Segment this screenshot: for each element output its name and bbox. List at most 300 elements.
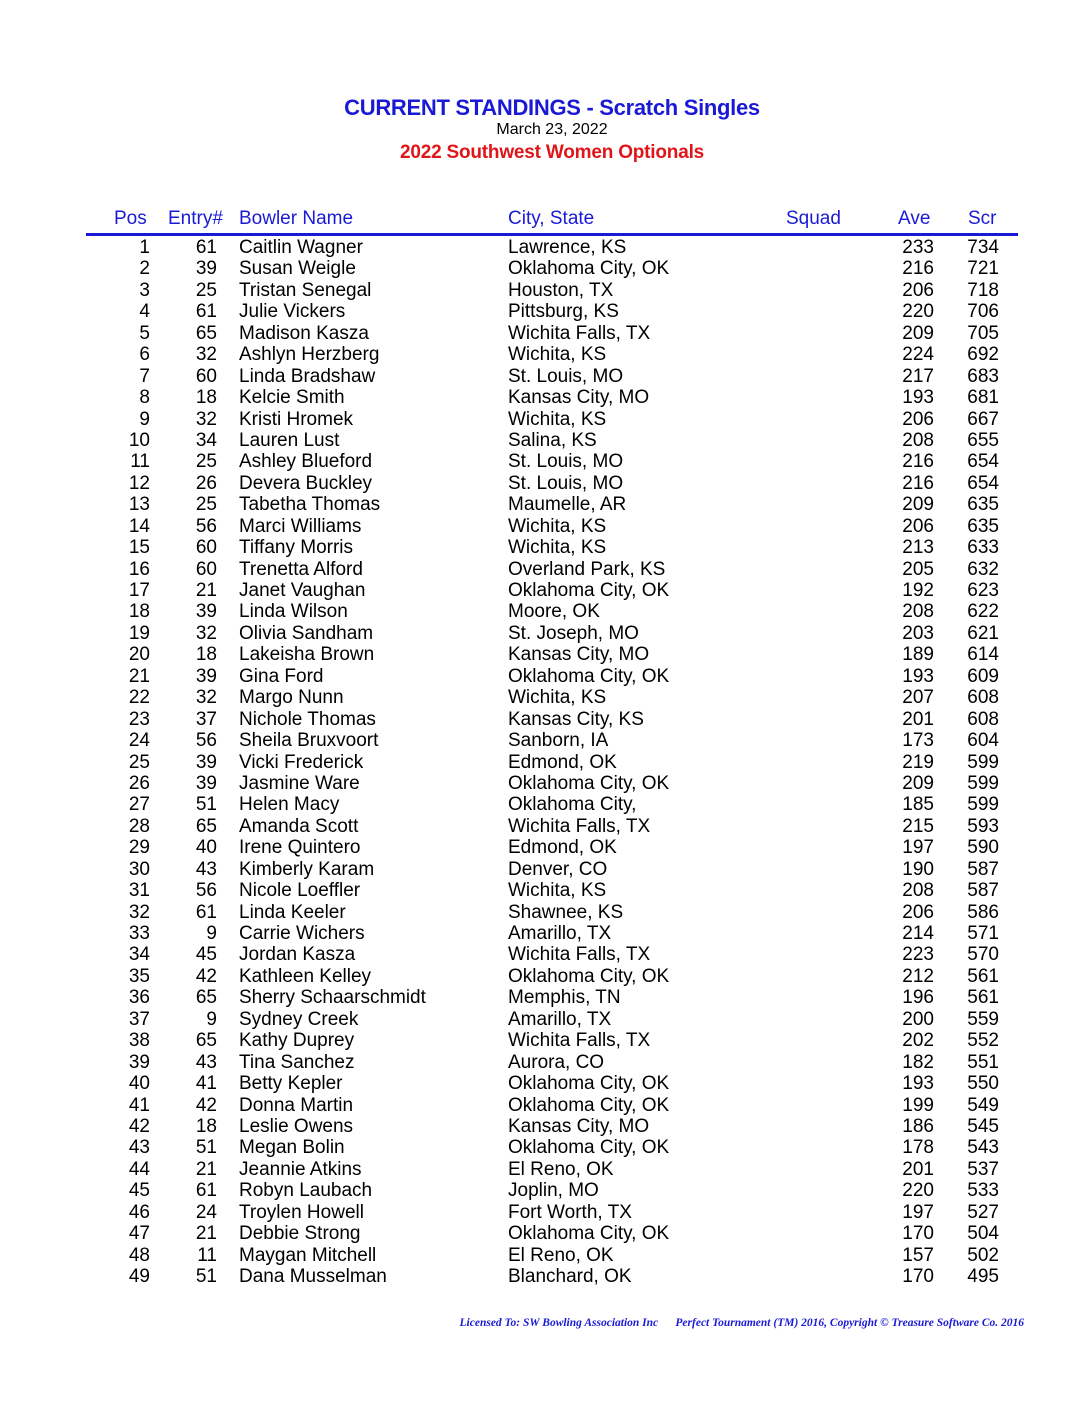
row-position: 7: [139, 365, 150, 387]
row-average: 206: [902, 515, 934, 537]
row-bowler-name: Troylen Howell: [239, 1201, 364, 1223]
row-city-state: Lawrence, KS: [508, 237, 627, 258]
row-entry-number: 25: [195, 451, 217, 473]
row-entry-number: 32: [195, 687, 217, 709]
row-average: 199: [902, 1094, 934, 1116]
row-bowler-name: Tristan Senegal: [239, 279, 372, 301]
row-bowler-name: Jeannie Atkins: [239, 1158, 362, 1180]
row-entry-number: 60: [195, 558, 217, 580]
row-score: 571: [967, 923, 999, 944]
row-position: 12: [128, 472, 150, 494]
row-entry-number: 41: [195, 1073, 217, 1095]
row-average: 192: [902, 580, 934, 601]
row-score: 599: [967, 751, 999, 773]
table-row: [0, 601, 1088, 622]
row-average: 219: [902, 751, 934, 773]
row-position: 19: [128, 622, 150, 644]
row-score: 545: [967, 1115, 999, 1137]
row-score: 586: [967, 901, 999, 923]
row-bowler-name: Lakeisha Brown: [239, 644, 375, 666]
row-position: 3: [139, 279, 150, 301]
row-position: 18: [128, 601, 150, 623]
row-city-state: Moore, OK: [508, 601, 600, 623]
row-bowler-name: Tabetha Thomas: [239, 494, 381, 516]
row-position: 48: [128, 1244, 150, 1266]
row-average: 196: [902, 987, 934, 1009]
row-position: 21: [128, 665, 150, 687]
row-score: 621: [967, 622, 999, 644]
row-position: 30: [128, 858, 150, 880]
row-entry-number: 45: [195, 944, 217, 966]
row-bowler-name: Leslie Owens: [239, 1115, 354, 1137]
standings-table: [0, 237, 1088, 1287]
row-bowler-name: Irene Quintero: [239, 837, 361, 859]
row-city-state: Oklahoma City, OK: [508, 1137, 670, 1159]
table-row: [0, 923, 1088, 944]
row-position: 35: [128, 965, 150, 987]
row-city-state: Oklahoma City, OK: [508, 665, 670, 687]
row-position: 45: [128, 1180, 150, 1202]
row-average: 173: [902, 730, 934, 752]
row-average: 170: [902, 1223, 934, 1245]
row-average: 178: [902, 1137, 934, 1159]
row-score: 633: [967, 537, 999, 559]
row-score: 655: [967, 429, 999, 451]
row-position: 8: [139, 387, 150, 409]
row-position: 10: [128, 429, 150, 451]
row-position: 14: [128, 515, 150, 537]
row-city-state: Amarillo, TX: [508, 1008, 612, 1030]
row-entry-number: 39: [195, 601, 217, 623]
row-score: 570: [967, 944, 999, 966]
row-entry-number: 65: [195, 322, 217, 344]
row-entry-number: 21: [195, 1158, 217, 1180]
table-row: [0, 451, 1088, 472]
row-bowler-name: Debbie Strong: [239, 1223, 361, 1245]
row-position: 23: [128, 708, 150, 730]
row-position: 36: [128, 987, 150, 1009]
row-entry-number: 61: [195, 1180, 217, 1202]
row-city-state: Memphis, TN: [508, 987, 621, 1009]
row-bowler-name: Megan Bolin: [239, 1137, 345, 1159]
row-bowler-name: Lauren Lust: [239, 429, 340, 451]
row-average: 208: [902, 429, 934, 451]
row-score: 622: [967, 601, 999, 623]
row-city-state: Kansas City, MO: [508, 644, 650, 666]
row-bowler-name: Nichole Thomas: [239, 708, 376, 730]
row-score: 549: [967, 1094, 999, 1116]
row-city-state: Denver, CO: [508, 858, 608, 880]
row-entry-number: 21: [195, 1223, 217, 1245]
row-city-state: Wichita, KS: [508, 687, 607, 709]
column-header-city: City, State: [508, 208, 595, 229]
row-entry-number: 21: [195, 580, 217, 601]
column-header-name: Bowler Name: [239, 208, 354, 229]
table-row: [0, 537, 1088, 558]
row-bowler-name: Olivia Sandham: [239, 622, 374, 644]
row-score: 734: [967, 237, 999, 258]
row-bowler-name: Robyn Laubach: [239, 1180, 373, 1202]
table-row: [0, 1116, 1088, 1137]
row-bowler-name: Maygan Mitchell: [239, 1244, 377, 1266]
row-position: 27: [128, 794, 150, 816]
row-score: 504: [967, 1223, 999, 1245]
table-row: [0, 301, 1088, 322]
row-position: 17: [128, 580, 150, 601]
row-entry-number: 65: [195, 1030, 217, 1052]
row-entry-number: 51: [195, 794, 217, 816]
row-position: 46: [128, 1201, 150, 1223]
table-row: [0, 773, 1088, 794]
row-entry-number: 61: [195, 237, 217, 258]
row-position: 13: [128, 494, 150, 516]
row-score: 635: [967, 515, 999, 537]
row-position: 9: [139, 408, 150, 430]
table-row: [0, 794, 1088, 815]
row-city-state: Kansas City, MO: [508, 387, 650, 409]
row-average: 209: [902, 322, 934, 344]
row-position: 44: [128, 1158, 150, 1180]
row-entry-number: 56: [195, 730, 217, 752]
row-bowler-name: Sherry Schaarschmidt: [239, 987, 426, 1009]
row-average: 201: [902, 708, 934, 730]
table-row: [0, 387, 1088, 408]
row-position: 2: [139, 258, 150, 280]
row-average: 205: [902, 558, 934, 580]
row-score: 587: [967, 858, 999, 880]
row-bowler-name: Jasmine Ware: [239, 772, 360, 794]
row-bowler-name: Trenetta Alford: [239, 558, 363, 580]
row-position: 6: [139, 344, 150, 366]
row-average: 208: [902, 880, 934, 902]
row-city-state: Wichita Falls, TX: [508, 322, 651, 344]
table-row: [0, 944, 1088, 965]
row-city-state: Fort Worth, TX: [508, 1201, 632, 1223]
table-row: [0, 644, 1088, 665]
row-average: 203: [902, 622, 934, 644]
row-entry-number: 25: [195, 494, 217, 516]
row-bowler-name: Tina Sanchez: [239, 1051, 355, 1073]
row-bowler-name: Linda Wilson: [239, 601, 348, 623]
row-city-state: Edmond, OK: [508, 837, 617, 859]
row-score: 593: [967, 815, 999, 837]
table-row: [0, 709, 1088, 730]
row-position: 1: [139, 237, 150, 258]
table-row: [0, 344, 1088, 365]
row-score: 561: [967, 965, 999, 987]
row-position: 16: [128, 558, 150, 580]
row-city-state: Wichita, KS: [508, 880, 607, 902]
row-score: 608: [967, 708, 999, 730]
row-average: 185: [902, 794, 934, 816]
row-city-state: Joplin, MO: [508, 1180, 599, 1202]
row-position: 47: [128, 1223, 150, 1245]
row-average: 202: [902, 1030, 934, 1052]
row-city-state: Wichita, KS: [508, 408, 607, 430]
row-bowler-name: Devera Buckley: [239, 472, 373, 494]
row-average: 193: [902, 387, 934, 409]
table-row: [0, 752, 1088, 773]
column-header-entry: Entry#: [168, 208, 223, 229]
table-row: [0, 816, 1088, 837]
row-score: 683: [967, 365, 999, 387]
row-average: 224: [902, 344, 934, 366]
row-position: 15: [128, 537, 150, 559]
header-divider: [86, 233, 1018, 236]
row-score: 527: [967, 1201, 999, 1223]
row-bowler-name: Helen Macy: [239, 794, 340, 816]
row-position: 11: [130, 451, 150, 473]
row-score: 654: [967, 472, 999, 494]
row-bowler-name: Dana Musselman: [239, 1266, 387, 1287]
row-average: 189: [902, 644, 934, 666]
row-position: 34: [128, 944, 150, 966]
row-score: 537: [967, 1158, 999, 1180]
row-average: 186: [902, 1115, 934, 1137]
table-row: [0, 494, 1088, 515]
row-bowler-name: Janet Vaughan: [239, 580, 366, 601]
row-average: 209: [902, 494, 934, 516]
row-score: 559: [967, 1008, 999, 1030]
row-bowler-name: Betty Kepler: [239, 1073, 343, 1095]
row-score: 654: [967, 451, 999, 473]
row-entry-number: 39: [195, 772, 217, 794]
row-city-state: Wichita, KS: [508, 344, 607, 366]
row-average: 233: [902, 237, 934, 258]
row-entry-number: 61: [195, 901, 217, 923]
table-row: [0, 687, 1088, 708]
row-bowler-name: Amanda Scott: [239, 815, 359, 837]
row-score: 599: [967, 772, 999, 794]
row-score: 550: [967, 1073, 999, 1095]
row-position: 25: [128, 751, 150, 773]
row-score: 587: [967, 880, 999, 902]
table-row: [0, 473, 1088, 494]
page-title: CURRENT STANDINGS - Scratch Singles: [344, 95, 760, 120]
row-score: 533: [967, 1180, 999, 1202]
row-entry-number: 11: [197, 1244, 217, 1266]
row-entry-number: 39: [195, 751, 217, 773]
row-city-state: Sanborn, IA: [508, 730, 609, 752]
row-average: 209: [902, 772, 934, 794]
row-entry-number: 18: [195, 387, 217, 409]
row-bowler-name: Susan Weigle: [239, 258, 356, 280]
row-entry-number: 18: [195, 644, 217, 666]
row-city-state: Oklahoma City, OK: [508, 258, 670, 280]
row-city-state: Maumelle, AR: [508, 494, 627, 516]
row-bowler-name: Caitlin Wagner: [239, 237, 363, 258]
row-bowler-name: Kimberly Karam: [239, 858, 375, 880]
table-row: [0, 516, 1088, 537]
row-average: 182: [902, 1051, 934, 1073]
row-bowler-name: Madison Kasza: [239, 322, 369, 344]
row-city-state: Oklahoma City, OK: [508, 772, 670, 794]
row-entry-number: 26: [195, 472, 217, 494]
row-bowler-name: Kathy Duprey: [239, 1030, 355, 1052]
table-row: [0, 902, 1088, 923]
table-row: [0, 1052, 1088, 1073]
row-average: 214: [902, 923, 934, 944]
row-city-state: Wichita Falls, TX: [508, 944, 651, 966]
row-bowler-name: Tiffany Morris: [239, 537, 354, 559]
row-score: 632: [967, 558, 999, 580]
row-score: 495: [967, 1266, 999, 1287]
table-row: [0, 409, 1088, 430]
table-row: [0, 1266, 1088, 1287]
row-average: 197: [902, 1201, 934, 1223]
row-average: 207: [902, 687, 934, 709]
row-average: 193: [902, 665, 934, 687]
row-city-state: Salina, KS: [508, 429, 597, 451]
row-bowler-name: Kathleen Kelley: [239, 965, 372, 987]
table-row: [0, 1245, 1088, 1266]
row-average: 190: [902, 858, 934, 880]
row-average: 193: [902, 1073, 934, 1095]
row-entry-number: 39: [195, 665, 217, 687]
row-position: 28: [128, 815, 150, 837]
row-score: 692: [967, 344, 999, 366]
row-score: 706: [967, 301, 999, 323]
row-position: 37: [128, 1008, 150, 1030]
row-city-state: Edmond, OK: [508, 751, 617, 773]
row-position: 49: [128, 1266, 150, 1287]
row-entry-number: 60: [195, 365, 217, 387]
row-entry-number: 56: [195, 880, 217, 902]
row-entry-number: 51: [195, 1266, 217, 1287]
row-average: 216: [902, 451, 934, 473]
row-city-state: Oklahoma City, OK: [508, 1223, 670, 1245]
row-score: 609: [967, 665, 999, 687]
table-row: [0, 1030, 1088, 1051]
row-city-state: Oklahoma City, OK: [508, 965, 670, 987]
row-position: 29: [128, 837, 150, 859]
row-average: 220: [902, 1180, 934, 1202]
row-bowler-name: Nicole Loeffler: [239, 880, 361, 902]
row-city-state: St. Louis, MO: [508, 365, 624, 387]
table-row: [0, 987, 1088, 1008]
row-entry-number: 9: [206, 923, 217, 944]
table-row: [0, 730, 1088, 751]
row-score: 718: [967, 279, 999, 301]
table-row: [0, 1137, 1088, 1158]
table-row: [0, 258, 1088, 279]
table-row: [0, 366, 1088, 387]
row-city-state: Overland Park, KS: [508, 558, 666, 580]
row-city-state: Oklahoma City, OK: [508, 1073, 670, 1095]
row-entry-number: 42: [195, 1094, 217, 1116]
column-header-pos: Pos: [114, 208, 147, 229]
row-bowler-name: Donna Martin: [239, 1094, 354, 1116]
row-score: 635: [967, 494, 999, 516]
row-entry-number: 34: [195, 429, 217, 451]
row-city-state: Amarillo, TX: [508, 923, 612, 944]
row-score: 590: [967, 837, 999, 859]
row-bowler-name: Jordan Kasza: [239, 944, 356, 966]
row-bowler-name: Sydney Creek: [239, 1008, 359, 1030]
table-row: [0, 1009, 1088, 1030]
row-entry-number: 60: [195, 537, 217, 559]
row-entry-number: 25: [195, 279, 217, 301]
row-bowler-name: Kelcie Smith: [239, 387, 345, 409]
license-text: Licensed To: SW Bowling Association Inc: [459, 1317, 659, 1329]
row-position: 31: [128, 880, 150, 902]
row-city-state: Wichita Falls, TX: [508, 1030, 651, 1052]
row-bowler-name: Ashlyn Herzberg: [239, 344, 380, 366]
row-entry-number: 18: [195, 1115, 217, 1137]
table-row: [0, 559, 1088, 580]
row-score: 705: [967, 322, 999, 344]
table-row: [0, 1073, 1088, 1094]
row-average: 216: [902, 258, 934, 280]
table-row: [0, 666, 1088, 687]
row-average: 217: [902, 365, 934, 387]
row-average: 215: [902, 815, 934, 837]
tournament-name: 2022 Southwest Women Optionals: [399, 142, 705, 163]
table-row: [0, 280, 1088, 301]
row-entry-number: 56: [195, 515, 217, 537]
row-position: 32: [128, 901, 150, 923]
row-entry-number: 65: [195, 815, 217, 837]
table-row: [0, 1159, 1088, 1180]
row-position: 41: [128, 1094, 150, 1116]
row-position: 42: [128, 1115, 150, 1137]
table-row: [0, 837, 1088, 858]
column-header-squad: Squad: [786, 208, 841, 229]
table-row: [0, 1202, 1088, 1223]
row-position: 24: [128, 730, 150, 752]
row-average: 216: [902, 472, 934, 494]
row-city-state: Houston, TX: [508, 279, 614, 301]
row-entry-number: 24: [195, 1201, 217, 1223]
row-entry-number: 43: [195, 858, 217, 880]
row-average: 200: [902, 1008, 934, 1030]
row-entry-number: 42: [195, 965, 217, 987]
table-row: [0, 323, 1088, 344]
table-row: [0, 580, 1088, 601]
row-entry-number: 9: [206, 1008, 217, 1030]
row-city-state: Wichita Falls, TX: [508, 815, 651, 837]
row-entry-number: 37: [195, 708, 217, 730]
row-city-state: Oklahoma City,: [508, 794, 637, 816]
row-score: 667: [967, 408, 999, 430]
row-city-state: St. Joseph, MO: [508, 622, 639, 644]
row-bowler-name: Julie Vickers: [239, 301, 346, 323]
table-row: [0, 1223, 1088, 1244]
row-average: 208: [902, 601, 934, 623]
row-score: 623: [967, 580, 999, 601]
table-row: [0, 859, 1088, 880]
row-city-state: St. Louis, MO: [508, 451, 624, 473]
row-position: 43: [128, 1137, 150, 1159]
row-average: 157: [902, 1244, 934, 1266]
row-position: 33: [128, 923, 150, 944]
row-score: 681: [967, 387, 999, 409]
row-bowler-name: Marci Williams: [239, 515, 362, 537]
copyright-text: Perfect Tournament (TM) 2016, Copyright © Treasure Software Co. 2016: [675, 1317, 1024, 1329]
row-score: 552: [967, 1030, 999, 1052]
table-row: [0, 623, 1088, 644]
row-city-state: Aurora, CO: [508, 1051, 605, 1073]
row-average: 206: [902, 279, 934, 301]
row-score: 604: [967, 730, 999, 752]
table-row: [0, 966, 1088, 987]
footer-license: [460, 1317, 1024, 1329]
row-bowler-name: Margo Nunn: [239, 687, 344, 709]
row-position: 40: [128, 1073, 150, 1095]
row-score: 608: [967, 687, 999, 709]
row-score: 543: [967, 1137, 999, 1159]
column-header-scr: Scr: [968, 208, 997, 229]
